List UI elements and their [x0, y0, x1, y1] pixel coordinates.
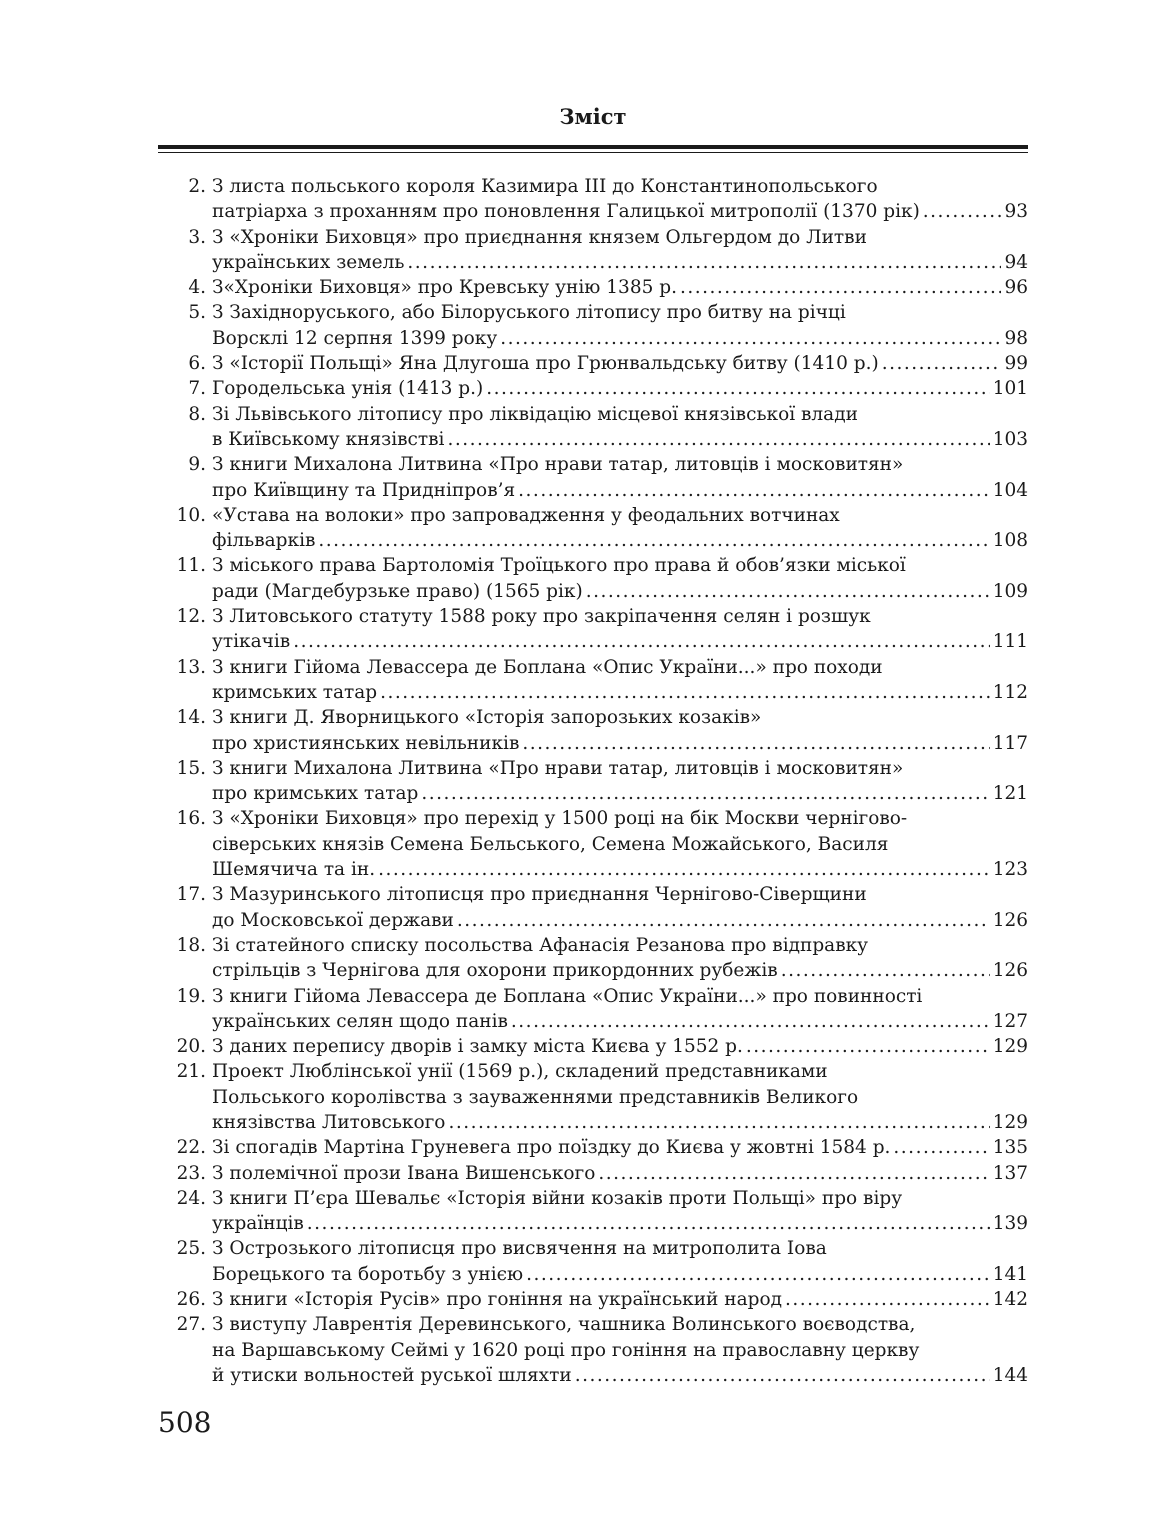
- dot-leader: [500, 326, 1001, 351]
- toc-entry-number: 22.: [176, 1137, 206, 1159]
- toc-entry: [158, 351, 1028, 376]
- toc-entry-page-number: 108: [992, 530, 1028, 552]
- toc-entry-title-text: Зі спогадів Мартіна Груневега про поїздку до Києва у жовтні 1584 р.: [212, 1137, 891, 1159]
- toc-entry-title-text: З «Хроніки Биховця» про перехід у 1500 році на бік Москви чернігово-: [212, 808, 908, 830]
- toc-entry-line: [212, 1034, 1028, 1059]
- toc-entry-title-text: кримських татар: [212, 681, 378, 703]
- toc-entry: [158, 1059, 1028, 1135]
- toc-entry-line: [212, 1236, 1028, 1261]
- toc-entry-title-text: З Литовського статуту 1588 року про закріпачення селян і розшук: [212, 606, 871, 628]
- toc-entry-line: [212, 1110, 1028, 1135]
- toc-entry-title-text: Городельська унія (1413 р.): [212, 378, 484, 400]
- toc-entry-number: 21.: [176, 1061, 206, 1083]
- toc-entry-line: [212, 1312, 1028, 1337]
- toc-entry-title-text: українських селян щодо панів: [212, 1010, 508, 1032]
- toc-entry-number: 5.: [188, 302, 206, 324]
- toc-entry-title-text: З книги Гійома Левассера де Боплана «Опис України...» про повинності: [212, 985, 923, 1007]
- toc-entry-number: 8.: [188, 403, 206, 425]
- toc-entry-number: 23.: [176, 1162, 206, 1184]
- toc-entry-page-number: 101: [992, 378, 1028, 400]
- toc-entry-number: 11.: [176, 555, 206, 577]
- toc-entry-page-number: 98: [1004, 327, 1028, 349]
- toc-entry: [158, 300, 1028, 351]
- dot-leader: [307, 1211, 990, 1236]
- toc-entry: [158, 553, 1028, 604]
- toc-entry-line: [212, 250, 1028, 275]
- toc-entry-title-text: Шемячича та ін.: [212, 859, 376, 881]
- toc-entry-line: [212, 1338, 1028, 1363]
- dot-leader: [785, 1287, 990, 1312]
- toc-entry-page-number: 126: [992, 909, 1028, 931]
- toc-entry-page-number: 126: [992, 960, 1028, 982]
- toc-entry: [158, 376, 1028, 401]
- toc-entry-title-text: про християнських невільників: [212, 732, 520, 754]
- toc-entry-title-text: Зі Львівського літопису про ліквідацію місцевої князівської влади: [212, 403, 858, 425]
- toc-entry-line: [212, 958, 1028, 983]
- toc-entry-line: [212, 857, 1028, 882]
- dot-leader: [882, 351, 1002, 376]
- toc-entry-line: [212, 806, 1028, 831]
- toc-entry-line: [212, 1009, 1028, 1034]
- toc-entry-title-text: З книги «Історія Русів» про гоніння на український народ: [212, 1289, 782, 1311]
- toc-entry-line: [212, 1161, 1028, 1186]
- toc-entry: [158, 1287, 1028, 1312]
- toc-entry-page-number: 139: [992, 1213, 1028, 1235]
- toc-entry-title-text: в Київському князівстві: [212, 428, 445, 450]
- toc-entry: [158, 1034, 1028, 1059]
- toc-entry-line: [212, 225, 1028, 250]
- toc-entry-line: [212, 731, 1028, 756]
- toc-entry: [158, 1161, 1028, 1186]
- toc-entry-line: [212, 579, 1028, 604]
- toc-entry: [158, 604, 1028, 655]
- toc-entry-page-number: 129: [992, 1036, 1028, 1058]
- toc-entry-number: 10.: [176, 504, 206, 526]
- toc-entry: [158, 984, 1028, 1035]
- toc-entry-number: 16.: [176, 808, 206, 830]
- dot-leader: [407, 250, 1001, 275]
- toc-entry: [158, 1186, 1028, 1237]
- toc-entry-line: [212, 705, 1028, 730]
- toc-entry-number: 13.: [176, 656, 206, 678]
- toc-entry-title-text: «Устава на волоки» про запровадження у феодальних вотчинах: [212, 504, 840, 526]
- toc-entry-number: 27.: [176, 1314, 206, 1336]
- toc-entry: [158, 452, 1028, 503]
- dot-leader: [447, 427, 989, 452]
- toc-entry-title-text: на Варшавському Сеймі у 1620 році про гоніння на православну церкву: [212, 1339, 920, 1361]
- toc-entry-page-number: 99: [1004, 353, 1028, 375]
- toc-entry-line: [212, 1287, 1028, 1312]
- toc-entry-line: [212, 781, 1028, 806]
- toc-entry-line: [212, 326, 1028, 351]
- toc-entry-page-number: 104: [992, 479, 1028, 501]
- toc-entry-title-text: Борецького та боротьбу з унією: [212, 1263, 524, 1285]
- toc-entry-line: [212, 503, 1028, 528]
- toc-entry-title-text: З Мазуринського літописця про приєднання Чернігово-Сіверщини: [212, 884, 867, 906]
- toc-entry-line: [212, 908, 1028, 933]
- toc-entry-line: [212, 756, 1028, 781]
- toc-entry-title-text: З книги Гійома Левассера де Боплана «Опис України...» про походи: [212, 656, 883, 678]
- toc-entry-line: [212, 528, 1028, 553]
- toc-entry-title-text: З книги Михалона Литвина «Про нрави татар, литовців і московитян»: [212, 757, 904, 779]
- toc-entry-title-text: Проект Люблінської унії (1569 р.), складений представниками: [212, 1061, 828, 1083]
- toc-entry-title-text: й утиски вольностей руської шляхти: [212, 1364, 572, 1386]
- toc-entry-line: [212, 452, 1028, 477]
- toc-entry-page-number: 137: [992, 1162, 1028, 1184]
- toc-entry-title-text: З міського права Бартоломія Троїцького про права й обов’язки міської: [212, 555, 906, 577]
- dot-leader: [293, 629, 989, 654]
- toc-entry-page-number: 111: [992, 631, 1028, 653]
- toc-entry-line: [212, 1186, 1028, 1211]
- toc-entry-page-number: 96: [1004, 277, 1028, 299]
- toc-entry-number: 20.: [176, 1036, 206, 1058]
- toc-entry-title-text: З книги Михалона Литвина «Про нрави татар, литовців і московитян»: [212, 454, 904, 476]
- toc-entry-title-text: утікачів: [212, 631, 291, 653]
- toc-entry-number: 2.: [188, 176, 206, 197]
- toc-entry-line: [212, 1085, 1028, 1110]
- toc-entry-number: 25.: [176, 1238, 206, 1260]
- toc-entry-title-text: Польського королівства з зауваженнями представників Великого: [212, 1086, 859, 1108]
- toc-entry-title-text: Зі статейного списку посольства Афанасія Резанова про відправку: [212, 934, 869, 956]
- toc-entry-line: [212, 832, 1028, 857]
- toc-entry-title-text: українців: [212, 1213, 304, 1235]
- toc-entry-title-text: ради (Магдебурзьке право) (1565 рік): [212, 580, 583, 602]
- dot-leader: [923, 199, 1002, 224]
- dot-leader: [893, 1135, 989, 1160]
- header-rule-thick: [158, 145, 1028, 149]
- dot-leader: [511, 1009, 990, 1034]
- dot-leader: [318, 528, 989, 553]
- toc-entry-line: [212, 680, 1028, 705]
- dot-leader: [486, 376, 989, 401]
- toc-entry: [158, 275, 1028, 300]
- header-rule-thin: [158, 152, 1028, 153]
- toc-entry-line: [212, 1262, 1028, 1287]
- toc-entry-page-number: 144: [992, 1364, 1028, 1386]
- running-header-title: Зміст: [559, 104, 627, 129]
- toc-entry-page-number: 117: [992, 732, 1028, 754]
- toc-entry-title-text: фільварків: [212, 530, 316, 552]
- toc-entry-line: [212, 402, 1028, 427]
- table-of-contents: [158, 174, 1028, 1388]
- toc-entry-title-text: стрільців з Чернігова для охорони прикордонних рубежів: [212, 960, 778, 982]
- toc-entry: [158, 933, 1028, 984]
- toc-entry-page-number: 93: [1004, 201, 1028, 223]
- toc-entry-line: [212, 629, 1028, 654]
- toc-entry-number: 18.: [176, 934, 206, 956]
- toc-entry-number: 17.: [176, 884, 206, 906]
- dot-leader: [448, 1110, 989, 1135]
- toc-entry-title-text: князівства Литовського: [212, 1111, 446, 1133]
- toc-entry: [158, 174, 1028, 225]
- toc-entry-title-text: З«Хроніки Биховця» про Кревську унію 1385 р.: [212, 277, 677, 299]
- dot-leader: [378, 857, 990, 882]
- toc-entry-title-text: про кримських татар: [212, 783, 419, 805]
- toc-entry-line: [212, 553, 1028, 578]
- toc-entry-line: [212, 478, 1028, 503]
- toc-entry-number: 6.: [188, 353, 206, 375]
- toc-entry-page-number: 127: [992, 1010, 1028, 1032]
- toc-entry-line: [212, 275, 1028, 300]
- toc-entry-number: 4.: [188, 277, 206, 299]
- toc-entry-page-number: 103: [992, 428, 1028, 450]
- toc-entry-line: [212, 882, 1028, 907]
- toc-entry: [158, 503, 1028, 554]
- toc-entry: [158, 402, 1028, 453]
- toc-entry-title-text: З виступу Лаврентія Деревинського, чашника Волинського воєводства,: [212, 1314, 916, 1336]
- dot-leader: [781, 958, 990, 983]
- dot-leader: [380, 680, 990, 705]
- toc-entry-title-text: українських земель: [212, 251, 405, 273]
- dot-leader: [457, 908, 990, 933]
- toc-entry-title-text: З «Хроніки Биховця» про приєднання князем Ольгердом до Литви: [212, 226, 867, 248]
- toc-entry: [158, 882, 1028, 933]
- dot-leader: [421, 781, 989, 806]
- toc-entry-number: 9.: [188, 454, 206, 476]
- toc-entry-line: [212, 984, 1028, 1009]
- toc-entry-number: 24.: [176, 1187, 206, 1209]
- toc-entry: [158, 1236, 1028, 1287]
- toc-entry-line: [212, 1211, 1028, 1236]
- toc-entry-title-text: патріарха з проханням про поновлення Галицької митрополії (1370 рік): [212, 201, 920, 223]
- toc-entry-number: 15.: [176, 757, 206, 779]
- toc-entry-page-number: 94: [1004, 251, 1028, 273]
- toc-entry-line: [212, 376, 1028, 401]
- toc-entry: [158, 1135, 1028, 1160]
- toc-entry-page-number: 112: [992, 681, 1028, 703]
- toc-entry-line: [212, 1363, 1028, 1388]
- toc-entry-line: [212, 933, 1028, 958]
- dot-leader: [598, 1161, 989, 1186]
- dot-leader: [518, 478, 990, 503]
- toc-entry-number: 7.: [188, 378, 206, 400]
- dot-leader: [746, 1034, 990, 1059]
- toc-entry-title-text: про Київщину та Придніпров’я: [212, 479, 516, 501]
- toc-entry-number: 26.: [176, 1289, 206, 1311]
- toc-entry-line: [212, 427, 1028, 452]
- toc-entry-line: [212, 1135, 1028, 1160]
- toc-entry: [158, 1312, 1028, 1388]
- toc-entry-number: 12.: [176, 606, 206, 628]
- toc-entry-title-text: З даних перепису дворів і замку міста Києва у 1552 р.: [212, 1036, 743, 1058]
- toc-entry: [158, 225, 1028, 276]
- toc-entry-title-text: З «Історії Польщі» Яна Длугоша про Грюнвальдську битву (1410 р.): [212, 353, 879, 375]
- dot-leader: [586, 579, 990, 604]
- toc-entry-page-number: 142: [992, 1289, 1028, 1311]
- toc-entry-page-number: 129: [992, 1111, 1028, 1133]
- toc-entry-line: [212, 655, 1028, 680]
- dot-leader: [522, 731, 989, 756]
- toc-entry-line: [212, 174, 1028, 199]
- toc-entry-line: [212, 300, 1028, 325]
- toc-entry-line: [212, 351, 1028, 376]
- toc-entry-title-text: З книги П’єра Шевальє «Історія війни козаків проти Польщі» про віру: [212, 1187, 903, 1209]
- toc-entry-number: 3.: [188, 226, 206, 248]
- dot-leader: [680, 275, 1001, 300]
- toc-entry-title-text: сіверських князів Семена Бельського, Семена Можайського, Василя: [212, 833, 889, 855]
- toc-entry-title-text: З Західноруського, або Білоруського літопису про битву на річці: [212, 302, 846, 324]
- toc-entry-line: [212, 604, 1028, 629]
- toc-entry-title-text: З Острозького літописця про висвячення на митрополита Іова: [212, 1238, 827, 1260]
- toc-entry-title-text: З книги Д. Яворницького «Історія запорозьких козаків»: [212, 707, 762, 729]
- toc-entry: [158, 655, 1028, 706]
- toc-entry-page-number: 123: [992, 859, 1028, 881]
- toc-entry-line: [212, 1059, 1028, 1084]
- toc-entry: [158, 705, 1028, 756]
- page-number: 508: [158, 1406, 212, 1439]
- toc-entry-title-text: З листа польського короля Казимира III до Константинопольського: [212, 176, 878, 197]
- toc-entry-number: 14.: [176, 707, 206, 729]
- dot-leader: [526, 1262, 990, 1287]
- toc-entry-page-number: 141: [992, 1263, 1028, 1285]
- toc-entry-line: [212, 199, 1028, 224]
- toc-entry-title-text: Ворсклі 12 серпня 1399 року: [212, 327, 498, 349]
- toc-entry-page-number: 135: [992, 1137, 1028, 1159]
- dot-leader: [575, 1363, 990, 1388]
- toc-entry-number: 19.: [176, 985, 206, 1007]
- toc-entry: [158, 806, 1028, 882]
- toc-entry-title-text: З полемічної прози Івана Вишенського: [212, 1162, 596, 1184]
- toc-entry-title-text: до Московської держави: [212, 909, 454, 931]
- toc-entry-page-number: 121: [992, 783, 1028, 805]
- toc-entry: [158, 756, 1028, 807]
- toc-entry-page-number: 109: [992, 580, 1028, 602]
